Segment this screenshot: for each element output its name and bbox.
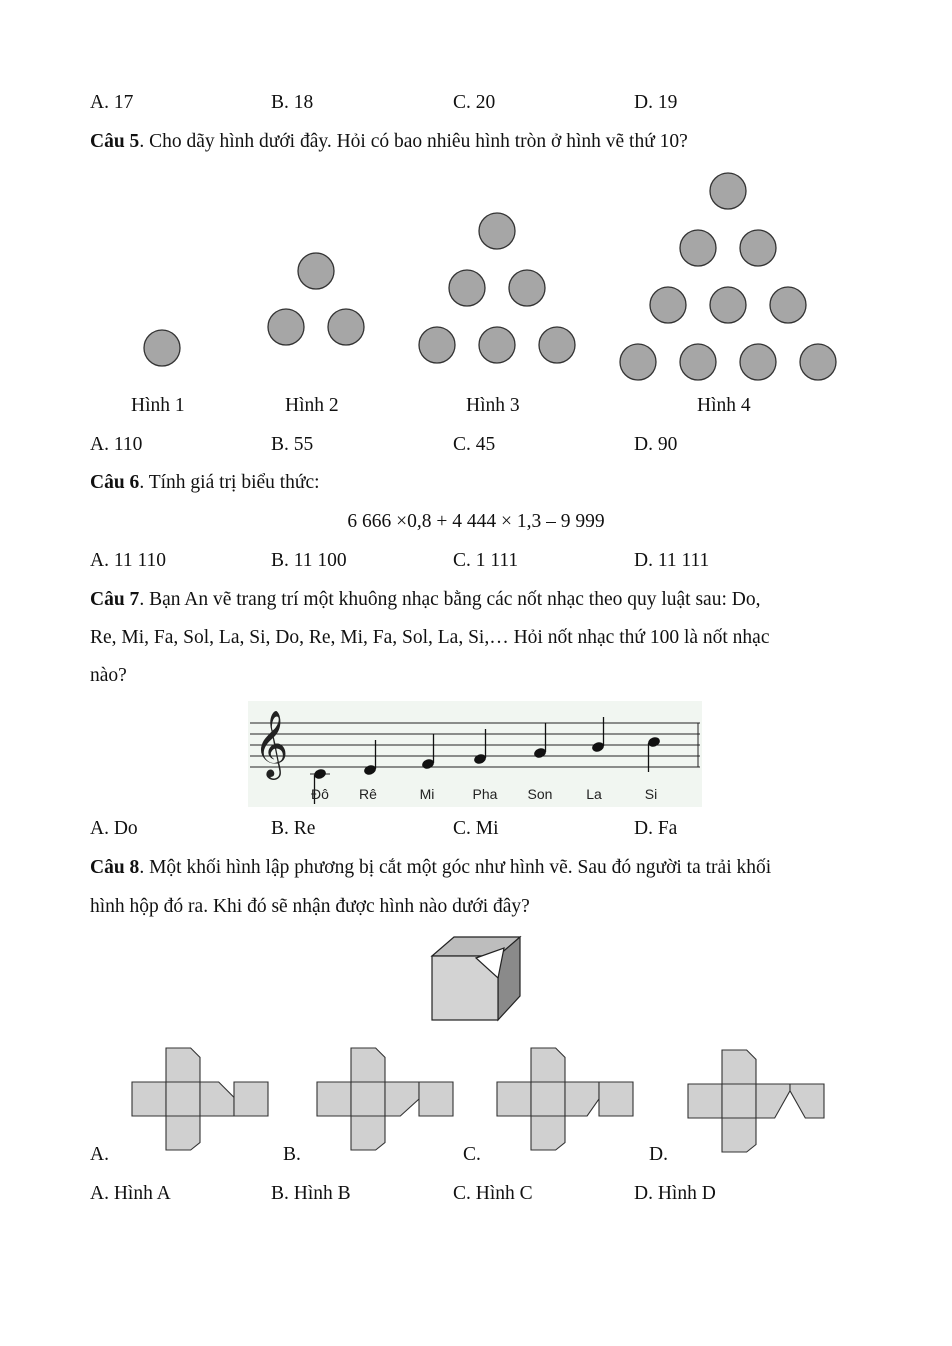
q5-circle <box>680 230 716 266</box>
q5-circle <box>539 327 575 363</box>
net-face <box>599 1082 633 1116</box>
q5-circle <box>680 344 716 380</box>
q5-option-c: C. 45 <box>453 434 496 455</box>
net-face <box>166 1048 200 1082</box>
cube-nets <box>132 1048 824 1152</box>
net-face <box>688 1084 722 1118</box>
net-face <box>166 1082 200 1116</box>
note-label-fa: Pha <box>472 786 498 802</box>
q8-option-d: D. Hình D <box>634 1183 716 1204</box>
note-label-do: Đô <box>311 786 329 802</box>
q5-circle <box>740 344 776 380</box>
q5-caption-1: Hình 1 <box>131 395 185 416</box>
q5-circles <box>144 173 836 380</box>
net-face <box>531 1082 565 1116</box>
cut-cube-figure <box>428 934 524 1024</box>
q5-label: Câu 5 <box>90 131 140 152</box>
net-label-a: A. <box>90 1144 109 1165</box>
q6-question <box>90 472 865 494</box>
net-label-d: D. <box>649 1144 668 1165</box>
net-face <box>234 1082 268 1116</box>
q8-label: Câu 8 <box>90 857 140 878</box>
q5-circle <box>509 270 545 306</box>
net-face <box>317 1082 351 1116</box>
cube-nets-figure <box>0 1040 952 1160</box>
q5-circle <box>770 287 806 323</box>
net-face <box>722 1118 756 1152</box>
net-face <box>351 1116 385 1150</box>
q6-text: . Tính giá trị biểu thức: <box>139 472 320 493</box>
q7-label: Câu 7 <box>90 589 140 610</box>
net-face <box>385 1082 419 1116</box>
q5-circle <box>449 270 485 306</box>
q5-circle <box>328 309 364 345</box>
q5-option-b: B. 55 <box>271 434 314 455</box>
net-face <box>531 1116 565 1150</box>
q5-caption-2: Hình 2 <box>285 395 339 416</box>
q5-option-a: A. 110 <box>90 434 143 455</box>
q5-circle <box>650 287 686 323</box>
q8-question-line2: hình hộp đó ra. Khi đó sẽ nhận được hình nào dưới đây? <box>90 896 530 917</box>
treble-clef-icon: 𝄞 <box>254 709 289 777</box>
note-label-si: Si <box>644 786 658 802</box>
net-face <box>722 1084 756 1118</box>
q8-option-a: A. Hình A <box>90 1183 171 1204</box>
q5-options <box>90 434 890 460</box>
net-face <box>756 1084 790 1118</box>
net-face <box>419 1082 453 1116</box>
q5-option-d: D. 90 <box>634 434 678 455</box>
q5-circle <box>710 173 746 209</box>
q7-question-line1 <box>90 589 865 611</box>
q5-circle <box>479 213 515 249</box>
q6-options <box>90 550 890 576</box>
q4-option-c: C. 20 <box>453 92 496 113</box>
q8-question-line1 <box>90 857 865 879</box>
net-label-b: B. <box>283 1144 301 1165</box>
net-face <box>200 1082 234 1116</box>
net-face <box>351 1082 385 1116</box>
net-face <box>132 1082 166 1116</box>
q7-question-line2: Re, Mi, Fa, Sol, La, Si, Do, Re, Mi, Fa, Sol, La, Si,… Hỏi nốt nhạc thứ 100 là nốt nhạc <box>90 627 770 648</box>
q7-options <box>90 818 890 844</box>
q8-text-line1: . Một khối hình lập phương bị cắt một góc như hình vẽ. Sau đó người ta trải khối <box>139 857 772 878</box>
net-face <box>790 1084 824 1118</box>
q7-option-c: C. Mi <box>453 818 499 839</box>
note-label-mi: Mi <box>419 786 435 802</box>
q7-option-b: B. Re <box>271 818 316 839</box>
net-face <box>722 1050 756 1084</box>
q5-circle <box>298 253 334 289</box>
q7-text-line1: . Bạn An vẽ trang trí một khuông nhạc bằng các nốt nhạc theo quy luật sau: Do, <box>139 589 761 610</box>
net-face <box>531 1048 565 1082</box>
q5-circle <box>620 344 656 380</box>
q5-text: . Cho dãy hình dưới đây. Hỏi có bao nhiêu hình tròn ở hình vẽ thứ 10? <box>139 131 688 152</box>
q5-circle <box>268 309 304 345</box>
q6-option-a: A. 11 110 <box>90 550 167 571</box>
q4-option-d: D. 19 <box>634 92 678 113</box>
q6-option-b: B. 11 100 <box>271 550 347 571</box>
q6-expression: 6 666 ×0,8 + 4 444 × 1,3 – 9 999 <box>347 511 605 532</box>
q4-option-a: A. 17 <box>90 92 134 113</box>
q5-circle <box>419 327 455 363</box>
q5-caption-4: Hình 4 <box>697 395 751 416</box>
net-face <box>166 1116 200 1150</box>
q4-option-b: B. 18 <box>271 92 314 113</box>
net-face <box>565 1082 599 1116</box>
q6-label: Câu 6 <box>90 472 140 493</box>
net-face <box>351 1048 385 1082</box>
q8-option-b: B. Hình B <box>271 1183 351 1204</box>
q5-circle <box>740 230 776 266</box>
q5-circle <box>710 287 746 323</box>
q5-circle-figure <box>0 0 952 400</box>
note-label-re: Rê <box>359 786 377 802</box>
q5-circle <box>479 327 515 363</box>
q8-options <box>90 1183 890 1209</box>
q8-option-c: C. Hình C <box>453 1183 533 1204</box>
note-label-sol: Son <box>527 786 553 802</box>
q5-caption-3: Hình 3 <box>466 395 520 416</box>
q5-circle <box>144 330 180 366</box>
net-label-c: C. <box>463 1144 481 1165</box>
q6-option-c: C. 1 111 <box>453 550 519 571</box>
q7-option-a: A. Do <box>90 818 138 839</box>
q7-option-d: D. Fa <box>634 818 678 839</box>
music-staff-figure <box>248 701 702 807</box>
note-label-la: La <box>586 786 602 802</box>
q6-option-d: D. 11 111 <box>634 550 710 571</box>
q5-circle <box>800 344 836 380</box>
q7-question-line3: nào? <box>90 665 127 686</box>
net-face <box>497 1082 531 1116</box>
